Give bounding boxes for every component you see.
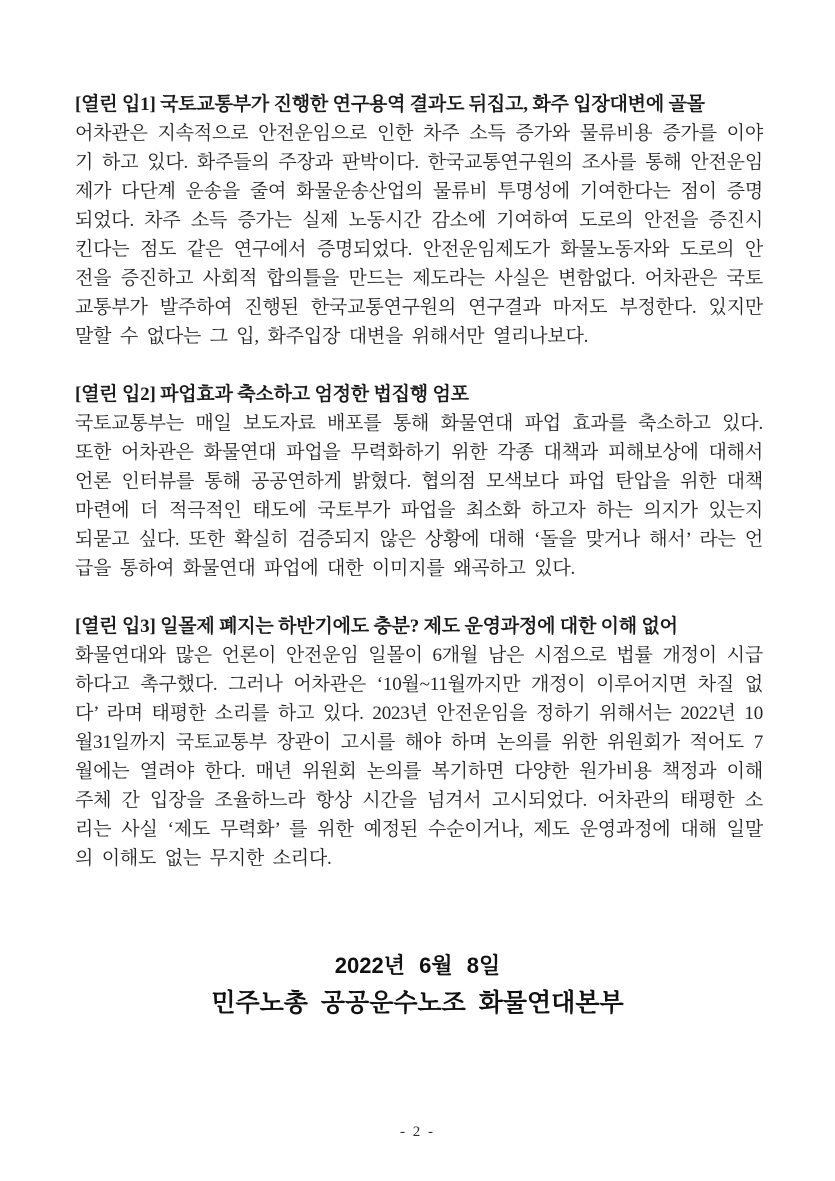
section-open-mouth-3 — [75, 612, 763, 873]
signature-block — [0, 948, 835, 1022]
section-1-heading: [열린 입1] 국토교통부가 진행한 연구용역 결과도 뒤집고, 화주 입장대변에 골몰 — [75, 94, 705, 115]
section-3-heading: [열린 입3] 일몰제 폐지는 하반기에도 충분? 제도 운영과정에 대한 이해 없어 — [75, 616, 678, 637]
section-1-paragraph: 어차관은 지속적으로 안전운임으로 인한 차주 소득 증가와 물류비용 증가를 이야기 하고 있다. 화주들의 주장과 판박이다. 한국교통연구원의 조사를 통해 안전운임제가 다단계 운송을 줄여 화물운송산업의 물류비 투명성에 기여한다는 점이 증명되었다. 차주 소득 증가는 실제 노동시간 감소에 기여하여 도로의 안전을 증진시킨다는 점도 같은 연구에서 증명되었다. 안전운임제도가 화물노동자와 도로의 안전을 증진하고 사회적 합의틀을 만드는 제도라는 사실은 변함없다. 어차관은 국토교통부가 발주하여 진행된 한국교통연구원의 연구결과 마저도 부정한다. 있지만 말할 수 없다는 그 입, 화주입장 대변을 위해서만 열리나보다. — [75, 123, 763, 347]
document-date: 2022년 6월 8일 — [334, 953, 501, 978]
organization-name: 민주노총 공공운수노조 화물연대본부 — [211, 989, 624, 1017]
document-body — [75, 90, 763, 902]
section-3-paragraph: 화물연대와 많은 언론이 안전운임 일몰이 6개월 남은 시점으로 법률 개정이 시급하다고 촉구했다. 그러나 어차관은 ‘10월~11월까지만 개정이 이루어지면 차질 없다’ 라며 태평한 소리를 하고 있다. 2023년 안전운임을 정하기 위해서는 2022년 10월31일까지 국토교통부 장관이 고시를 해야 하며 논의를 위한 위원회가 적어도 7월에는 열려야 한다. 매년 위원회 논의를 복기하면 다양한 원가비용 책정과 이해주체 간 입장을 조율하느라 항상 시간을 넘겨서 고시되었다. 어차관의 태평한 소리는 사실 ‘제도 무력화’ 를 위한 예정된 수순이거나, 제도 운영과정에 대해 일말의 이해도 없는 무지한 소리다. — [75, 645, 763, 869]
section-open-mouth-1 — [75, 90, 763, 351]
section-open-mouth-2 — [75, 380, 763, 583]
page-number: - 2 - — [400, 1124, 435, 1140]
section-2-paragraph: 국토교통부는 매일 보도자료 배포를 통해 화물연대 파업 효과를 축소하고 있다. 또한 어차관은 화물연대 파업을 무력화하기 위한 각종 대책과 피해보상에 대해서 언론 인터뷰를 통해 공공연하게 밝혔다. 협의점 모색보다 파업 탄압을 위한 대책마련에 더 적극적인 태도에 국토부가 파업을 최소화 하고자 하는 의지가 있는지 되묻고 싶다. 또한 확실히 검증되지 않은 상황에 대해 ‘돌을 맞거나 해서’ 라는 언급을 통하여 화물연대 파업에 대한 이미지를 왜곡하고 있다. — [75, 413, 763, 579]
section-2-heading: [열린 입2] 파업효과 축소하고 엄정한 법집행 엄포 — [75, 384, 469, 405]
